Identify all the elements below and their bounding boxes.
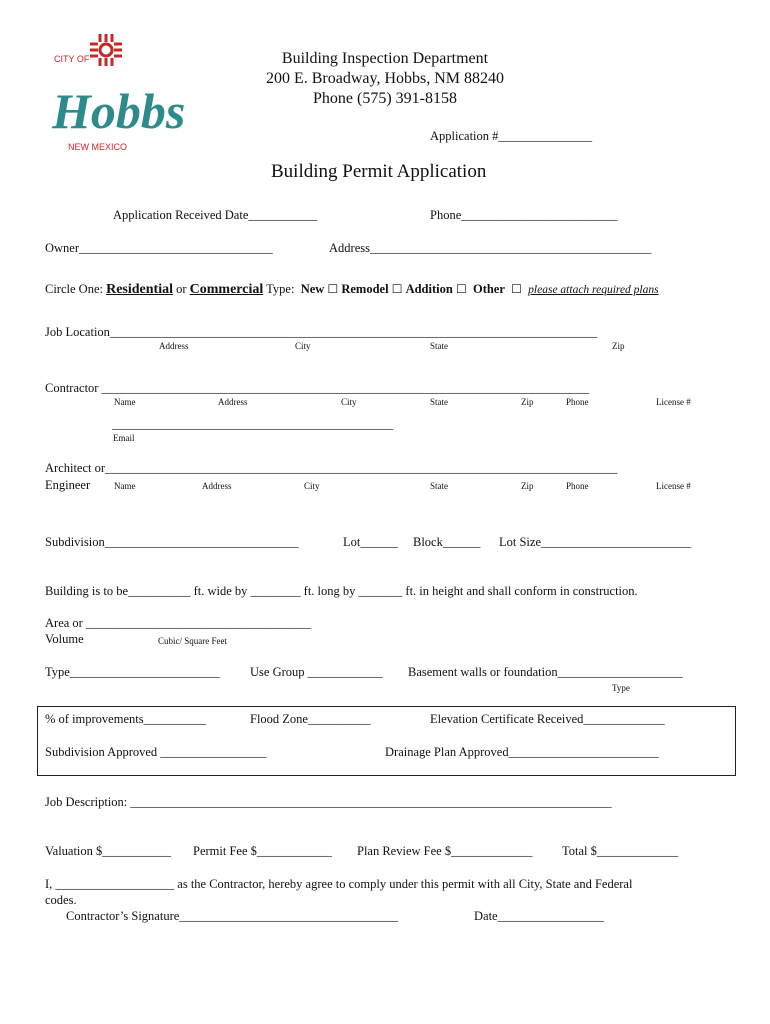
permit-fee-field[interactable]: Permit Fee $____________ (193, 844, 332, 858)
dept-address: 200 E. Broadway, Hobbs, NM 88240 (265, 70, 505, 87)
contractor-signature-field[interactable]: Contractor’s Signature___________________________________ (66, 909, 399, 923)
circle-one-row (45, 282, 659, 298)
new-option-label: New (300, 282, 325, 296)
logo-new-mexico-text: NEW MEXICO (68, 142, 128, 152)
type-field[interactable]: Type________________________ (45, 665, 220, 679)
new-checkbox[interactable]: ☐ (327, 282, 339, 296)
or-text: or (176, 282, 187, 296)
attach-plans-note: please attach required plans (528, 284, 659, 296)
plan-review-fee-field[interactable]: Plan Review Fee $_____________ (357, 844, 533, 858)
volume-label: Volume (45, 632, 84, 646)
ct-city-label: City (341, 397, 357, 407)
residential-option[interactable]: Residential (106, 282, 173, 297)
type-label: Type: (266, 282, 295, 296)
engineer-label: Engineer (45, 478, 91, 492)
lot-size-field[interactable]: Lot Size________________________ (499, 535, 692, 549)
jl-address-label: Address (159, 341, 189, 351)
agreement-line-1[interactable]: I, ___________________ as the Contractor, hereby agree to comply under this permit with all City, State and Federal (45, 877, 633, 891)
cubic-square-feet-label: Cubic/ Square Feet (158, 636, 227, 646)
email-field[interactable]: _____________________________________________ (112, 417, 394, 431)
contractor-field[interactable]: Contractor ______________________________________________________________________________ (45, 381, 590, 395)
drainage-plan-field[interactable]: Drainage Plan Approved________________________ (385, 745, 659, 759)
job-location-field[interactable]: Job Location______________________________________________________________________________ (45, 325, 598, 339)
email-label: Email (113, 433, 135, 443)
other-option-label: Other (472, 282, 505, 296)
area-field[interactable]: Area or ____________________________________ (45, 616, 311, 630)
ct-license-label: License # (656, 397, 691, 407)
date-field[interactable]: Date_________________ (474, 909, 604, 923)
ct-zip-label: Zip (521, 397, 534, 407)
remodel-option-label: Remodel (341, 282, 389, 296)
phone-field[interactable]: Phone_________________________ (430, 208, 618, 222)
jl-city-label: City (295, 341, 311, 351)
ct-address-label: Address (218, 397, 248, 407)
received-date-field[interactable]: Application Received Date___________ (113, 208, 318, 222)
elevation-cert-field[interactable]: Elevation Certificate Received_____________ (430, 712, 665, 726)
page-title: Building Permit Application (271, 161, 487, 182)
block-field[interactable]: Block______ (413, 535, 481, 549)
dept-phone: Phone (575) 391-8158 (313, 90, 457, 107)
subdivision-field[interactable]: Subdivision_______________________________ (45, 535, 299, 549)
valuation-field[interactable]: Valuation $___________ (45, 844, 172, 858)
circle-one-label: Circle One: (45, 282, 103, 296)
dept-name: Building Inspection Department (281, 50, 489, 67)
commercial-option[interactable]: Commercial (189, 282, 264, 297)
agreement-line-2: codes. (45, 893, 77, 907)
jl-state-label: State (430, 341, 448, 351)
addition-option-label: Addition (405, 282, 453, 296)
city-of-hobbs-logo (48, 32, 186, 157)
logo-city-of-text: CITY OF (54, 54, 90, 64)
jl-zip-label: Zip (612, 341, 625, 351)
owner-field[interactable]: Owner_______________________________ (45, 241, 273, 255)
ae-phone-label: Phone (566, 481, 589, 491)
ae-name-label: Name (114, 481, 136, 491)
subdivision-approved-field[interactable]: Subdivision Approved _________________ (45, 745, 267, 759)
owner-address-field[interactable]: Address_____________________________________________ (329, 241, 652, 255)
ae-city-label: City (304, 481, 320, 491)
ct-state-label: State (430, 397, 448, 407)
basement-field[interactable]: Basement walls or foundation____________________ (408, 665, 683, 679)
lot-field[interactable]: Lot______ (343, 535, 398, 549)
basement-type-label: Type (612, 683, 630, 693)
remodel-checkbox[interactable]: ☐ (391, 282, 403, 296)
improvements-field[interactable]: % of improvements__________ (45, 712, 207, 726)
addition-checkbox[interactable]: ☐ (455, 282, 467, 296)
zia-sun-icon (90, 34, 122, 66)
architect-field[interactable]: Architect or__________________________________________________________________________________ (45, 461, 618, 475)
ae-address-label: Address (202, 481, 232, 491)
ct-phone-label: Phone (566, 397, 589, 407)
other-checkbox[interactable]: ☐ (511, 282, 522, 296)
application-number-field[interactable]: Application #_______________ (430, 129, 593, 143)
flood-zone-field[interactable]: Flood Zone__________ (250, 712, 371, 726)
ae-license-label: License # (656, 481, 691, 491)
logo-hobbs-text: Hobbs (52, 83, 186, 139)
ct-name-label: Name (114, 397, 136, 407)
zia-sun-logo-graphic (48, 32, 186, 157)
building-dimensions-field[interactable]: Building is to be__________ ft. wide by ________ ft. long by _______ ft. in height and shall conform in construction. (45, 584, 638, 598)
job-description-field[interactable]: Job Description: _____________________________________________________________________________ (45, 795, 612, 809)
ae-state-label: State (430, 481, 448, 491)
ae-zip-label: Zip (521, 481, 534, 491)
use-group-field[interactable]: Use Group ____________ (250, 665, 383, 679)
total-field[interactable]: Total $_____________ (562, 844, 679, 858)
